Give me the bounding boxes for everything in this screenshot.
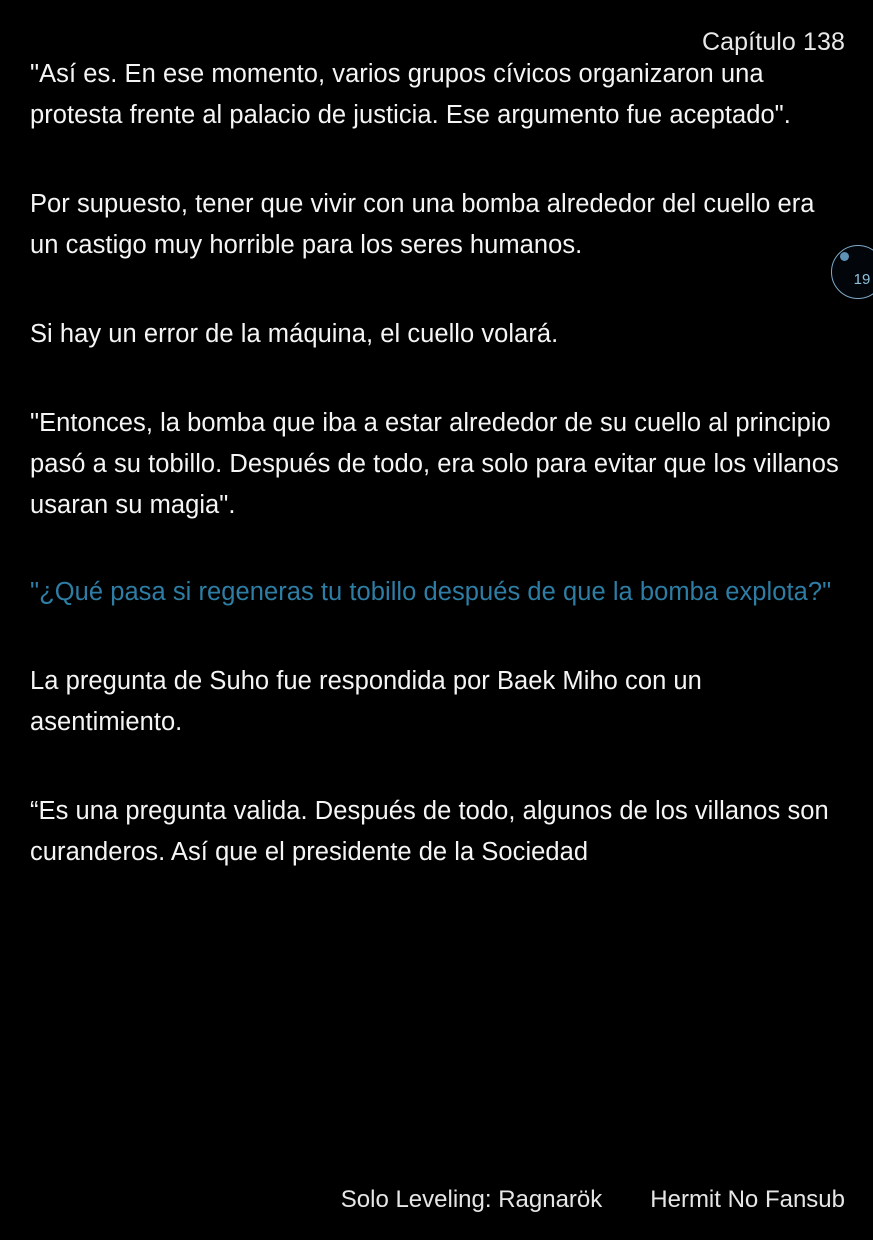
series-title: Solo Leveling: Ragnarök [340, 1186, 603, 1213]
chapter-body [30, 54, 845, 921]
paragraph: Si hay un error de la máquina, el cuello volará. [30, 320, 559, 348]
paragraph: “Es una pregunta valida. Después de todo, algunos de los villanos son curanderos. Así que el presidente de la Sociedad [30, 797, 836, 866]
badge-count: 19 [853, 270, 871, 288]
badge-dot-icon [840, 252, 849, 261]
paragraph: La pregunta de Suho fue respondida por Baek Miho con un asentimiento. [30, 667, 710, 736]
fansub-credit: Hermit No Fansub [650, 1186, 845, 1213]
paragraph: "Entonces, la bomba que iba a estar alrededor de su cuello al principio pasó a su tobillo. Después de todo, era solo para evitar que los villanos usaran su magia". [30, 409, 846, 519]
page-footer [0, 1186, 873, 1214]
paragraph: "Así es. En ese momento, varios grupos cívicos organizaron una protesta frente al palacio de justicia. Ese argumento fue aceptado". [30, 60, 791, 129]
paragraph: Por supuesto, tener que vivir con una bomba alrededor del cuello era un castigo muy horrible para los seres humanos. [30, 190, 822, 259]
highlighted-paragraph: "¿Qué pasa si regeneras tu tobillo después de que la bomba explota?" [30, 578, 832, 606]
chapter-label: Capítulo 138 [702, 28, 845, 56]
